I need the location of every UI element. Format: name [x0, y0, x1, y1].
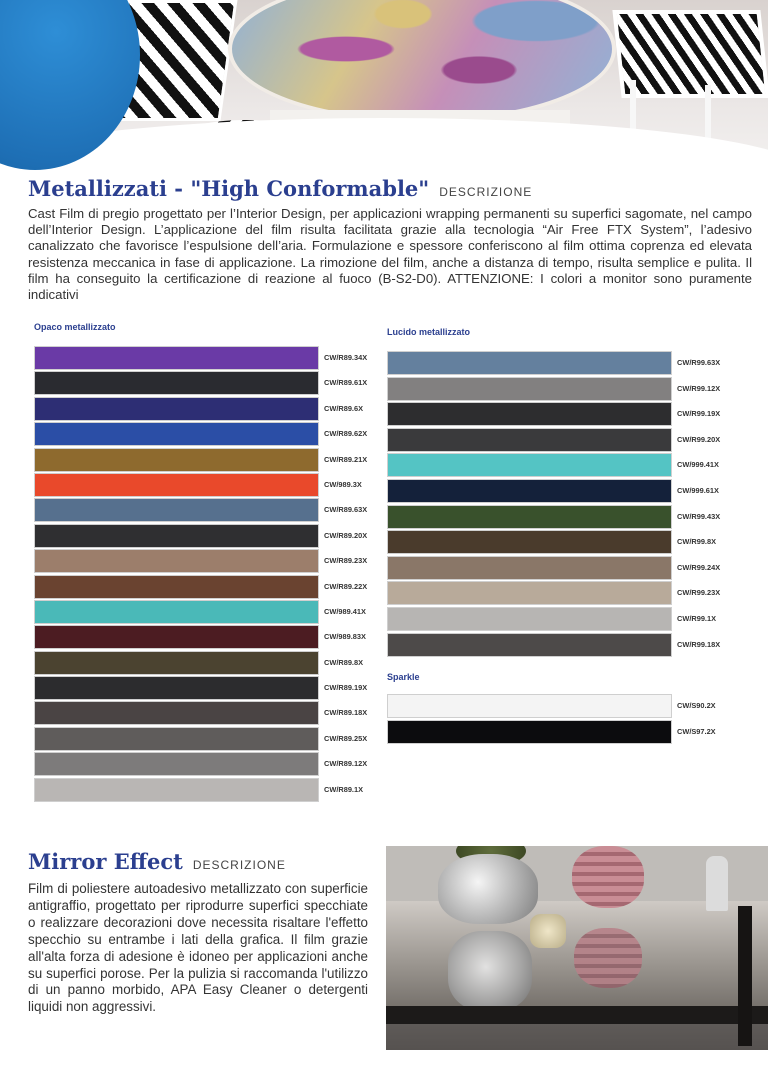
- swatch-code: CW/R99.20X: [677, 434, 721, 444]
- swatch-code: CW/999.41X: [677, 460, 719, 470]
- swatch-code: CW/R89.6X: [324, 403, 364, 413]
- swatch-code: CW/R89.20X: [324, 530, 368, 540]
- swatch-color: [34, 473, 319, 497]
- mirror-photo-pink-reflection: [574, 928, 642, 988]
- swatch-color: [387, 694, 672, 718]
- swatch-code: CW/R99.43X: [677, 511, 721, 521]
- swatch-code: CW/S90.2X: [677, 701, 716, 710]
- hero-photo: [0, 0, 768, 175]
- swatch-color: [34, 549, 319, 573]
- swatch-color: [34, 397, 319, 421]
- mirror-photo-rail: [386, 1006, 768, 1024]
- swatch-code: CW/R99.24X: [677, 562, 721, 572]
- swatch-color: [387, 428, 672, 452]
- swatch-color: [34, 524, 319, 548]
- swatch-code: CW/R89.62X: [324, 429, 368, 439]
- swatch-code: CW/S97.2X: [677, 726, 716, 736]
- swatch-code: CW/R89.22X: [324, 581, 368, 591]
- section1-title: Metallizzati - "High Conformable": [28, 176, 430, 201]
- swatch-color: [387, 479, 672, 503]
- swatch-color: [34, 371, 319, 395]
- swatch-code: CW/R89.12X: [324, 759, 368, 769]
- swatch-color: [34, 346, 319, 370]
- swatch-color: [34, 752, 319, 776]
- swatch-color: [387, 351, 672, 375]
- swatch-color: [34, 727, 319, 751]
- swatch-color: [387, 556, 672, 580]
- section2-label: DESCRIZIONE: [192, 858, 286, 872]
- sparkle-heading: Sparkle: [387, 672, 420, 682]
- section1-description: Cast Film di pregio progettato per l’Interior Design, per applicazioni wrapping permanenti su superfici sagomate, nel campo dell’Interior Design. L’applicazione del film risulta facilitata grazie alla tecnologia “Air Free FTX System”, l’adesivo canalizzato che favorisce l’espulsione dell’aria. Formulazione e spessore conferiscono al film ottima coprenza ed elevata resistenza meccanica in fase di applicazione. La rimozione del film, anche a distanza di tempo, risulta semplice e pulita. Il film ha conseguito la certificazione di reazione al fuoco (B-S2-D0). ATTENZIONE: I colori a monitor sono puramente indicativi: [28, 206, 752, 303]
- swatch-color: [34, 701, 319, 725]
- swatch-code: CW/R99.63X: [677, 358, 721, 367]
- swatch-code: CW/989.83X: [324, 632, 366, 642]
- opaco-heading: Opaco metallizzato: [34, 322, 116, 332]
- mirror-photo-silver-vase: [438, 854, 538, 924]
- swatch-code: CW/R89.63X: [324, 505, 368, 515]
- swatch-color: [34, 448, 319, 472]
- swatch-code: CW/R89.8X: [324, 657, 364, 667]
- swatch-color: [387, 633, 672, 657]
- swatch-color: [387, 505, 672, 529]
- mirror-photo-silver-reflection: [448, 931, 532, 1011]
- swatch-color: [34, 778, 319, 802]
- lucido-heading: Lucido metallizzato: [387, 327, 471, 337]
- swatch-code: CW/R89.21X: [324, 454, 368, 464]
- swatch-code: CW/R99.8X: [677, 537, 717, 547]
- swatch-color: [34, 600, 319, 624]
- mirror-photo-pink-vase: [572, 846, 644, 908]
- swatch-color: [387, 530, 672, 554]
- swatch-code: CW/R89.61X: [324, 378, 368, 388]
- section2-title: Mirror Effect: [28, 849, 183, 874]
- swatch-code: CW/R99.23X: [677, 588, 721, 598]
- swatch-color: [34, 422, 319, 446]
- section2-description: Film di poliestere autoadesivo metallizzato con superficie antigraffio, progettato per riprodurre superfici specchiate o realizzare decorazioni dove necessita risaltare l'effetto specchio su entrambe i lati della grafica. Il film grazie all'alta forza di adesione è idoneo per applicazioni anche su superfici porose. Per la pulizia si raccomanda l'utilizzo di un panno morbido, APA Easy Cleaner o detergenti liquidi non aggressivi.: [28, 881, 368, 1015]
- section1-title-row: [28, 176, 532, 201]
- swatch-color: [34, 498, 319, 522]
- swatch-color: [387, 377, 672, 401]
- swatch-color: [34, 676, 319, 700]
- swatch-code: CW/R89.25X: [324, 733, 368, 743]
- swatch-code: CW/R99.12X: [677, 383, 721, 393]
- swatch-color: [34, 625, 319, 649]
- swatch-color: [387, 453, 672, 477]
- swatch-color: [387, 607, 672, 631]
- mirror-photo-candle: [706, 856, 728, 911]
- swatch-color: [387, 581, 672, 605]
- mirror-photo-glass: [530, 914, 566, 948]
- swatch-code: CW/R89.34X: [324, 353, 368, 362]
- swatch-code: CW/R99.1X: [677, 613, 717, 623]
- section2-title-row: [28, 849, 286, 874]
- swatch-code: CW/R99.19X: [677, 409, 721, 419]
- mirror-photo: [386, 846, 768, 1050]
- swatch-code: CW/R89.18X: [324, 708, 368, 718]
- swatch-color: [387, 720, 672, 744]
- swatch-code: CW/R99.18X: [677, 639, 721, 649]
- swatch-color: [34, 575, 319, 599]
- swatch-code: CW/R89.1X: [324, 784, 364, 794]
- section1-label: DESCRIZIONE: [439, 185, 533, 199]
- swatch-color: [387, 402, 672, 426]
- swatch-code: CW/R89.19X: [324, 683, 368, 693]
- swatch-code: CW/989.3X: [324, 479, 362, 489]
- swatch-code: CW/989.41X: [324, 606, 366, 616]
- swatch-color: [34, 651, 319, 675]
- swatch-code: CW/999.61X: [677, 485, 719, 495]
- swatch-code: CW/R89.23X: [324, 556, 368, 566]
- mirror-photo-table-leg: [738, 906, 752, 1046]
